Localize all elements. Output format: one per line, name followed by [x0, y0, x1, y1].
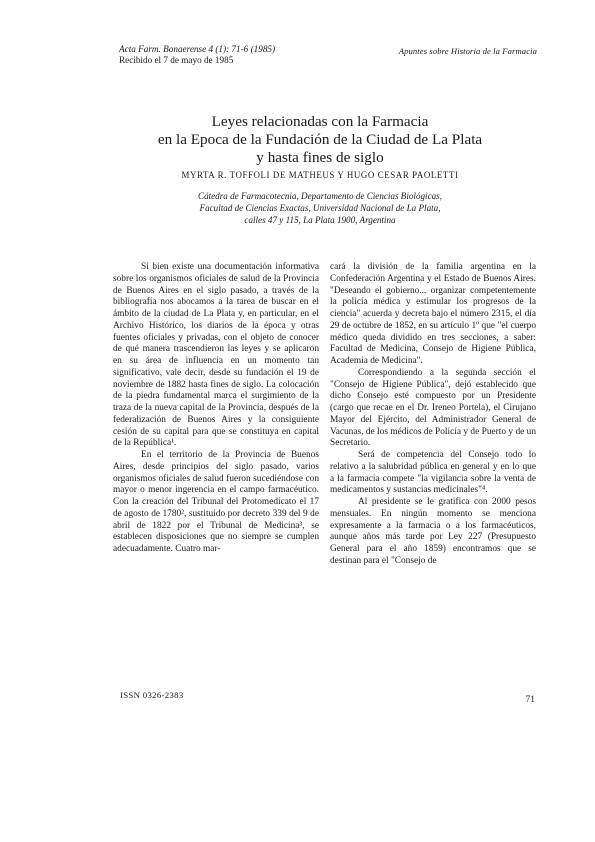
author-list: MYRTA R. TOFFOLI DE MATHEUS Y HUGO CESAR PAOLETTI	[181, 170, 459, 180]
title-line-3: y hasta fines de siglo	[256, 149, 384, 166]
body-column-right	[330, 262, 536, 568]
title-line-1: Leyes relacionadas con la Farmacia	[211, 113, 429, 130]
affiliation-line-3: calles 47 y 115, La Plata 1900, Argentina	[244, 215, 396, 225]
affiliation-line-2: Facultad de Ciencias Exactas, Universidad Nacional de La Plata,	[199, 203, 441, 213]
paragraph: Correspondiendo a la segunda sección el "Consejo de Higiene Pública", dejó establecido que dicho Consejo esté compuesto por un Presidente (cargo que recae en el Dr. Ireneo Portela), el Cirujano Mayor del Ejército, del Administrador General de Vacunas, de los médicos de Policía y de Puerto y de un Secretario.	[330, 367, 536, 449]
title-line-2: en la Epoca de la Fundación de la Ciudad de La Plata	[157, 131, 483, 148]
article-title	[100, 113, 540, 167]
paragraph: Si bien existe una documentación informativa sobre los organismos oficiales de salud de la Provincia de Buenos Aires en el siglo pasado, a través de la bibliografía nos abocamos a la tarea de buscar en el ámbito de la ciudad de La Plata y, en particular, en el Archivo Histórico, los diarios de la época y otras fuentes oficiales y privadas, con el objeto de conocer de qué manera trascendieron las leyes y se aplicaron en su área de influencia en un momento tan significativo, vale decir, desde su fundación el 19 de noviembre de 1882 hasta fines de siglo. La colocación de la piedra fundamental marca el surgimiento de la traza de la nueva capital de la Provincia, después de la federalización de Buenos Aires y la consiguiente cesión de su capital para que se constituya en capital de la República¹.	[113, 262, 319, 449]
page-number: 71	[525, 695, 535, 705]
paragraph: Al presidente se le gratifica con 2000 pesos mensuales. En ningún momento se menciona expresamente a la farmacia o a los farmacéuticos, aunque años más tarde por Ley 227 (Presupuesto General para el año 1859) encontramos que se destinan para el "Consejo de	[330, 497, 536, 566]
issn-number: ISSN 0326-2383	[120, 690, 184, 700]
journal-citation: Acta Farm. Bonaerense 4 (1): 71-6 (1985)	[119, 44, 276, 54]
paragraph: En el territorio de la Provincia de Buenos Aires, desde principios del siglo pasado, varios organismos oficiales de salud fueron sucediéndose con mayor o menor ingerencia en el campo farmacéutico. Con la creación del Tribunal del Protomedicato el 17 de agosto de 1780², sustituido por decreto 339 del 9 de abril de 1822 por el Tribunal de Medicina³, se establecen disposiciones que no siempre se cumplen adecuadamente. Cuatro mar-	[113, 450, 319, 554]
running-title: Apuntes sobre Historia de la Farmacia	[398, 46, 537, 56]
paragraph: cará la división de la familia argentina en la Confederación Argentina y el Estado de Buenos Aires. "Deseando el gobierno... organizar competentemente la policía médica y estimular los progresos de la ciencia" acuerda y decreta bajo el número 2315, el día 29 de octubre de 1852, en su artículo 1º que "el cuerpo médico queda dividido en tres secciones, a saber: Facultad de Medicina, Consejo de Higiene Pública, Academia de Medicina".	[330, 262, 536, 366]
journal-header	[119, 44, 339, 66]
affiliation-line-1: Cátedra de Farmacotecnia, Departamento de Ciencias Biológicas,	[198, 191, 442, 201]
paragraph: Será de competencia del Consejo todo lo relativo a la salubridad pública en general y en lo que a la farmacia compete "la vigilancia sobre la venta de medicamentos y sustancias medicinales"⁴.	[330, 450, 536, 496]
affiliation	[130, 190, 510, 226]
body-column-left	[113, 262, 319, 556]
received-date: Recibido el 7 de mayo de 1985	[119, 55, 234, 65]
